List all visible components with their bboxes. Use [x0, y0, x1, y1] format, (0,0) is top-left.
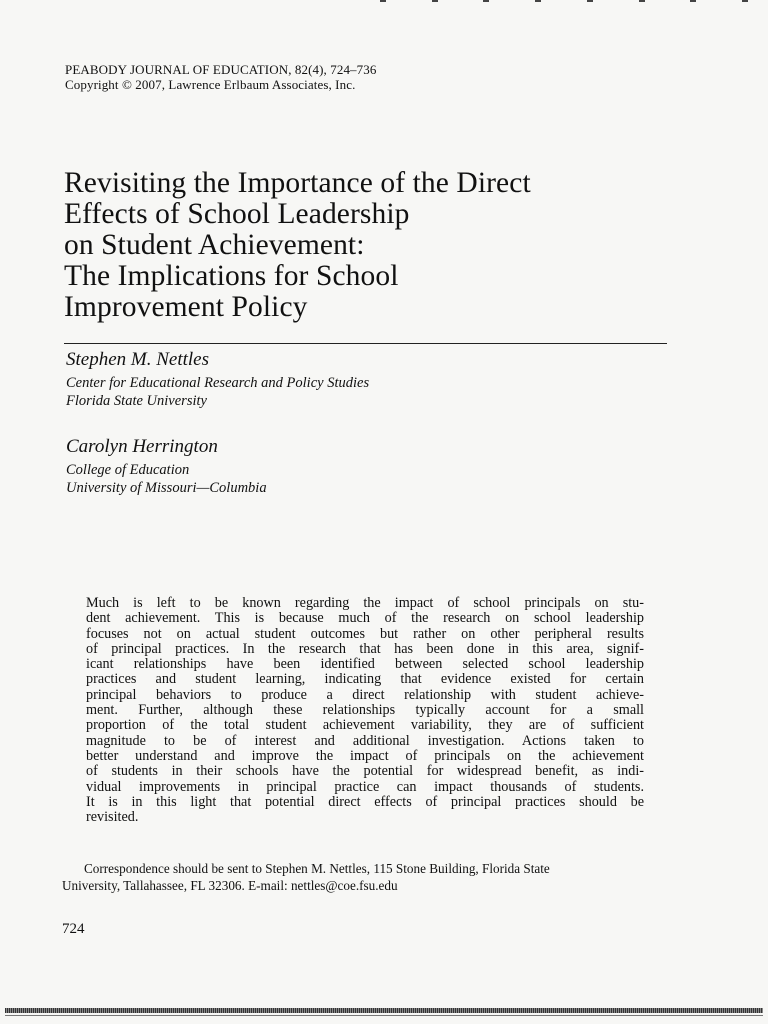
article-title — [64, 168, 704, 323]
title-divider — [64, 343, 667, 344]
author-block-1 — [66, 349, 369, 410]
abstract-line: of students in their schools have the potential for widespread benefit, as indi- — [86, 763, 644, 780]
abstract-line: Much is left to be known regarding the impact of school principals on stu- — [86, 595, 644, 611]
abstract-line: vidual improvements in principal practice can impact thousands of students. — [86, 778, 644, 795]
abstract-line: magnitude to be of interest and additional investigation. Actions taken to — [86, 732, 644, 749]
author-block-2 — [66, 436, 267, 497]
abstract-line: dent achievement. This is because much of the research on school leadership — [86, 610, 644, 627]
abstract-line: practices and student learning, indicating that evidence existed for certain — [86, 671, 644, 688]
abstract-line: better understand and improve the impact of principals on the achievement — [86, 747, 644, 764]
page-number: 724 — [62, 921, 85, 937]
abstract-line: proportion of the total student achievement variability, they are of sufficient — [86, 717, 644, 734]
abstract-line: icant relationships have been identified between selected school leadership — [86, 656, 644, 673]
author-affiliation: College of Education — [66, 462, 190, 478]
abstract-line: revisited. — [86, 809, 139, 826]
scan-artifact-top — [380, 0, 748, 4]
journal-citation: PEABODY JOURNAL OF EDUCATION, 82(4), 724–736 — [65, 62, 377, 77]
title-line: Improvement Policy — [64, 291, 308, 323]
abstract-line: principal behaviors to produce a direct relationship with student achieve- — [86, 686, 644, 703]
abstract-line: ment. Further, although these relationships typically account for a small — [86, 702, 644, 719]
page-bottom-edge — [5, 1015, 763, 1016]
author-affiliation: Florida State University — [66, 393, 207, 409]
author-name: Carolyn Herrington — [66, 436, 218, 457]
abstract-line: of principal practices. In the research that has been done in this area, signif- — [86, 640, 644, 657]
author-affiliation: Center for Educational Research and Policy Studies — [66, 375, 370, 391]
copyright-line: Copyright © 2007, Lawrence Erlbaum Associates, Inc. — [65, 77, 356, 92]
title-line: Revisiting the Importance of the Direct — [64, 167, 531, 199]
correspondence-line: University, Tallahassee, FL 32306. E-mail: nettles@coe.fsu.edu — [62, 878, 398, 893]
abstract-line: It is in this light that potential direct effects of principal practices should be — [86, 793, 644, 810]
abstract — [86, 596, 644, 825]
correspondence-line: Correspondence should be sent to Stephen M. Nettles, 115 Stone Building, Florida State — [84, 861, 550, 876]
correspondence-note — [62, 860, 662, 894]
title-line: The Implications for School — [64, 260, 399, 292]
title-line: on Student Achievement: — [64, 229, 365, 261]
scan-artifact-bottom — [5, 1008, 763, 1013]
journal-header — [65, 62, 376, 92]
abstract-line: focuses not on actual student outcomes but rather on other peripheral results — [86, 625, 644, 642]
title-line: Effects of School Leadership — [64, 198, 410, 230]
author-name: Stephen M. Nettles — [66, 349, 209, 370]
author-affiliation: University of Missouri—Columbia — [66, 480, 267, 496]
